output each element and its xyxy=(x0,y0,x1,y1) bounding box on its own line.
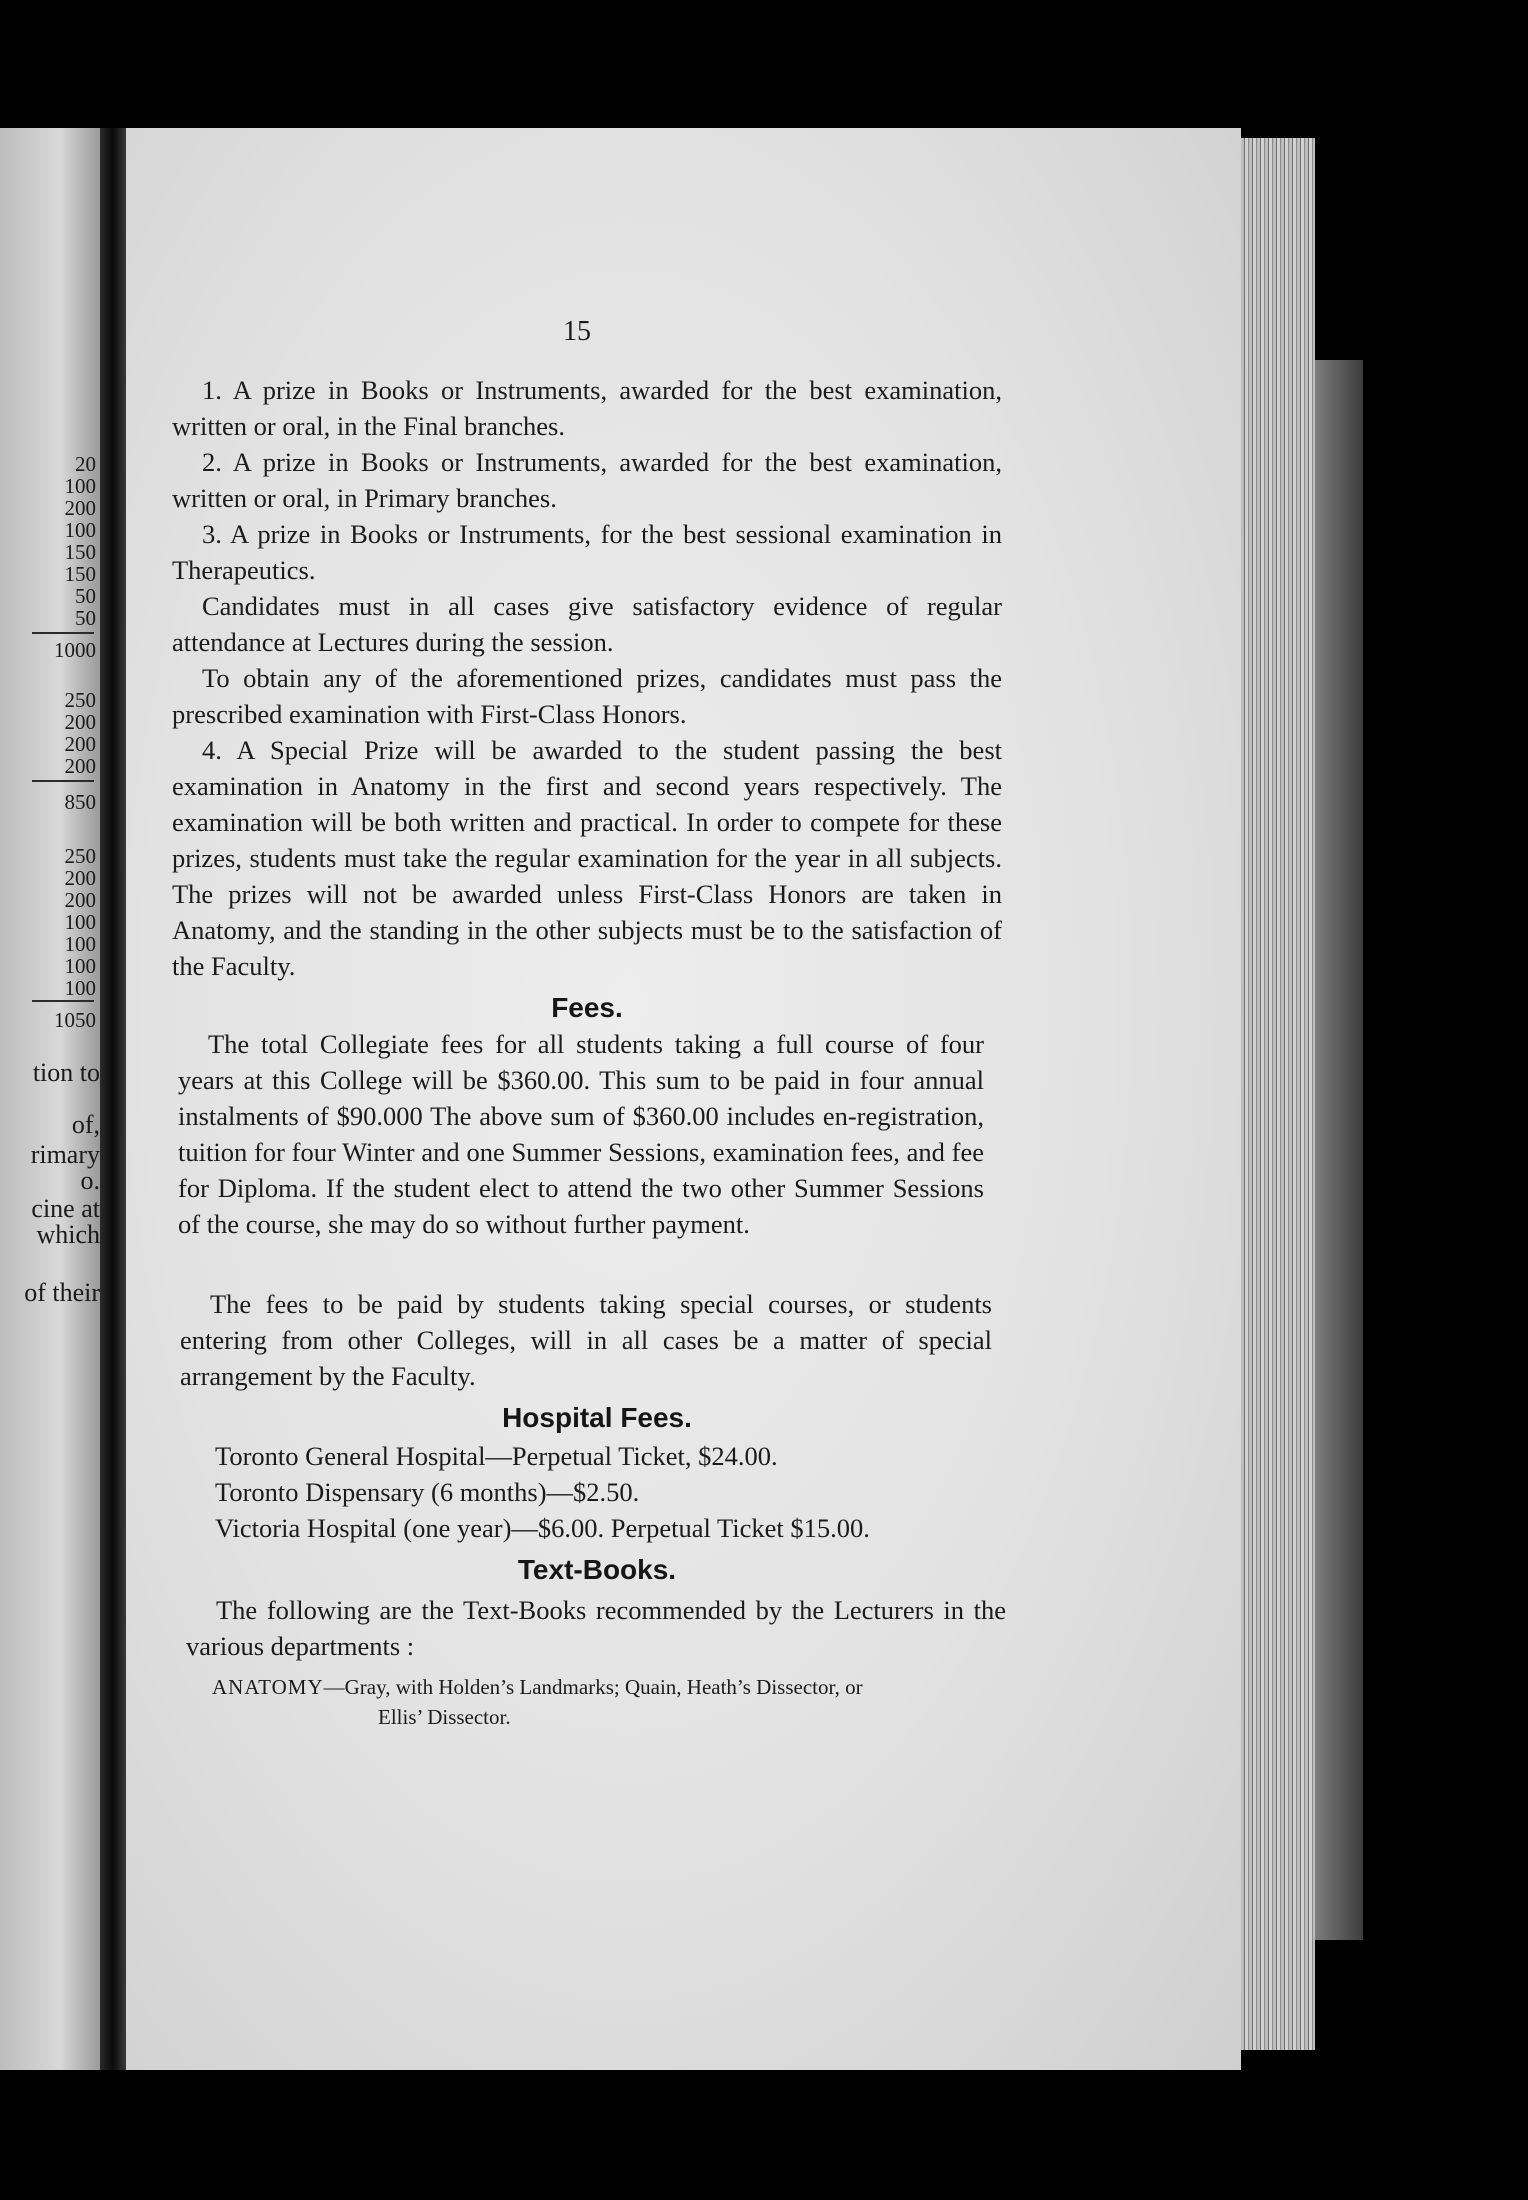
prize-number: 1. xyxy=(202,375,222,405)
hospital-fees-heading: Hospital Fees. xyxy=(502,1402,692,1433)
text-books-heading: Text-Books. xyxy=(517,1554,677,1585)
left-page-number: 200 xyxy=(64,754,96,778)
left-facing-page xyxy=(0,128,100,2070)
hospital-fee-line: Victoria Hospital (one year)—$6.00. Perpetual Ticket $15.00. xyxy=(215,1513,870,1543)
text-book-entry-continuation: Ellis’ Dissector. xyxy=(378,1705,511,1729)
book-gutter xyxy=(100,128,126,2070)
sum-rule xyxy=(32,780,94,782)
text-books-intro: The following are the Text-Books recommended by the Lecturers in the various departments : xyxy=(186,1595,1006,1661)
left-page-text-fragment: o. xyxy=(80,1166,100,1195)
left-page-number: 100 xyxy=(64,474,96,498)
fees-paragraph: The total Collegiate fees for all students taking a full course of four years at this College will be $360.00. This sum to be paid in four annual instalments of $90.000 The above sum of $360.00 includes en-registration, tuition for four Winter and one Summer Sessions, examination fees, and fee for Diploma. If the student elect to attend the two other Summer Sessions of the course, she may do so without further payment. xyxy=(178,1029,984,1239)
left-page-number: 100 xyxy=(64,518,96,542)
left-page-number: 250 xyxy=(64,688,96,712)
left-page-number: 100 xyxy=(64,976,96,1000)
left-page-text-fragment: cine at xyxy=(31,1194,100,1223)
left-page-number: 150 xyxy=(64,540,96,564)
left-page-number: 50 xyxy=(75,584,96,608)
left-page-number: 50 xyxy=(75,606,96,630)
prize-text: A prize in Books or Instruments, awarded for the best examination, written or oral, in the Final branches. xyxy=(172,375,1002,441)
prize-item xyxy=(172,372,1002,444)
hospital-fee-line: Toronto General Hospital—Perpetual Ticket, $24.00. xyxy=(215,1441,778,1471)
hospital-fee-line: Toronto Dispensary (6 months)—$2.50. xyxy=(215,1477,640,1507)
left-page-number: 250 xyxy=(64,844,96,868)
left-page-number: 200 xyxy=(64,496,96,520)
left-page-number: 200 xyxy=(64,710,96,734)
fees-paragraph: The fees to be paid by students taking special courses, or students entering from other Colleges, will in all cases be a matter of special arrangement by the Faculty. xyxy=(180,1289,992,1391)
text-book-list: —Gray, with Holden’s Landmarks; Quain, Heath’s Dissector, or xyxy=(323,1675,863,1699)
sum-rule xyxy=(32,1000,94,1002)
prize-number: 4. xyxy=(202,735,222,765)
prize-text: A Special Prize will be awarded to the student passing the best examination in Anatomy in the first and second years respectively. The examination will be both written and practical. In order to compete for these prizes, students must take the regular examination for the year in all subjects. The prizes will not be awarded unless First-Class Honors are taken in Anatomy, and the standing in the other subjects must be to the satisfaction of the Faculty. xyxy=(172,735,1002,981)
left-page-number: 1000 xyxy=(54,638,96,662)
condition-paragraph: To obtain any of the aforementioned prizes, candidates must pass the prescribed examination with First-Class Honors. xyxy=(172,663,1002,729)
left-page-number: 850 xyxy=(64,790,96,814)
text-book-entry xyxy=(212,1672,863,1702)
left-page-number: 200 xyxy=(64,888,96,912)
left-page-text-fragment: of their xyxy=(24,1278,100,1307)
prize-number: 3. xyxy=(202,519,222,549)
fees-heading: Fees. xyxy=(551,992,623,1023)
left-page-number: 200 xyxy=(64,866,96,890)
page-number: 15 xyxy=(563,316,591,347)
left-page-number: 200 xyxy=(64,732,96,756)
left-page-number: 1050 xyxy=(54,1008,96,1032)
left-page-number: 100 xyxy=(64,954,96,978)
left-page-text-fragment: of, xyxy=(71,1110,100,1139)
special-prize-paragraph xyxy=(172,732,1002,984)
left-page-number: 20 xyxy=(75,452,96,476)
prize-number: 2. xyxy=(202,447,222,477)
prize-item xyxy=(172,516,1002,588)
page-edge-shadow xyxy=(1315,360,1363,1940)
left-page-text-fragment: tion to xyxy=(32,1058,100,1087)
left-page-text-fragment: rimary xyxy=(30,1140,100,1169)
left-page-number: 100 xyxy=(64,932,96,956)
prize-item xyxy=(172,444,1002,516)
prize-text: A prize in Books or Instruments, awarded for the best examination, written or oral, in Primary branches. xyxy=(172,447,1002,513)
left-page-text-fragment: which xyxy=(36,1220,100,1249)
left-page-number: 100 xyxy=(64,910,96,934)
left-page-number: 150 xyxy=(64,562,96,586)
sum-rule xyxy=(32,632,94,634)
prize-text: A prize in Books or Instruments, for the best sessional examination in Therapeutics. xyxy=(172,519,1002,585)
condition-paragraph: Candidates must in all cases give satisfactory evidence of regular attendance at Lectures during the session. xyxy=(172,591,1002,657)
text-book-department: ANATOMY xyxy=(212,1675,324,1699)
